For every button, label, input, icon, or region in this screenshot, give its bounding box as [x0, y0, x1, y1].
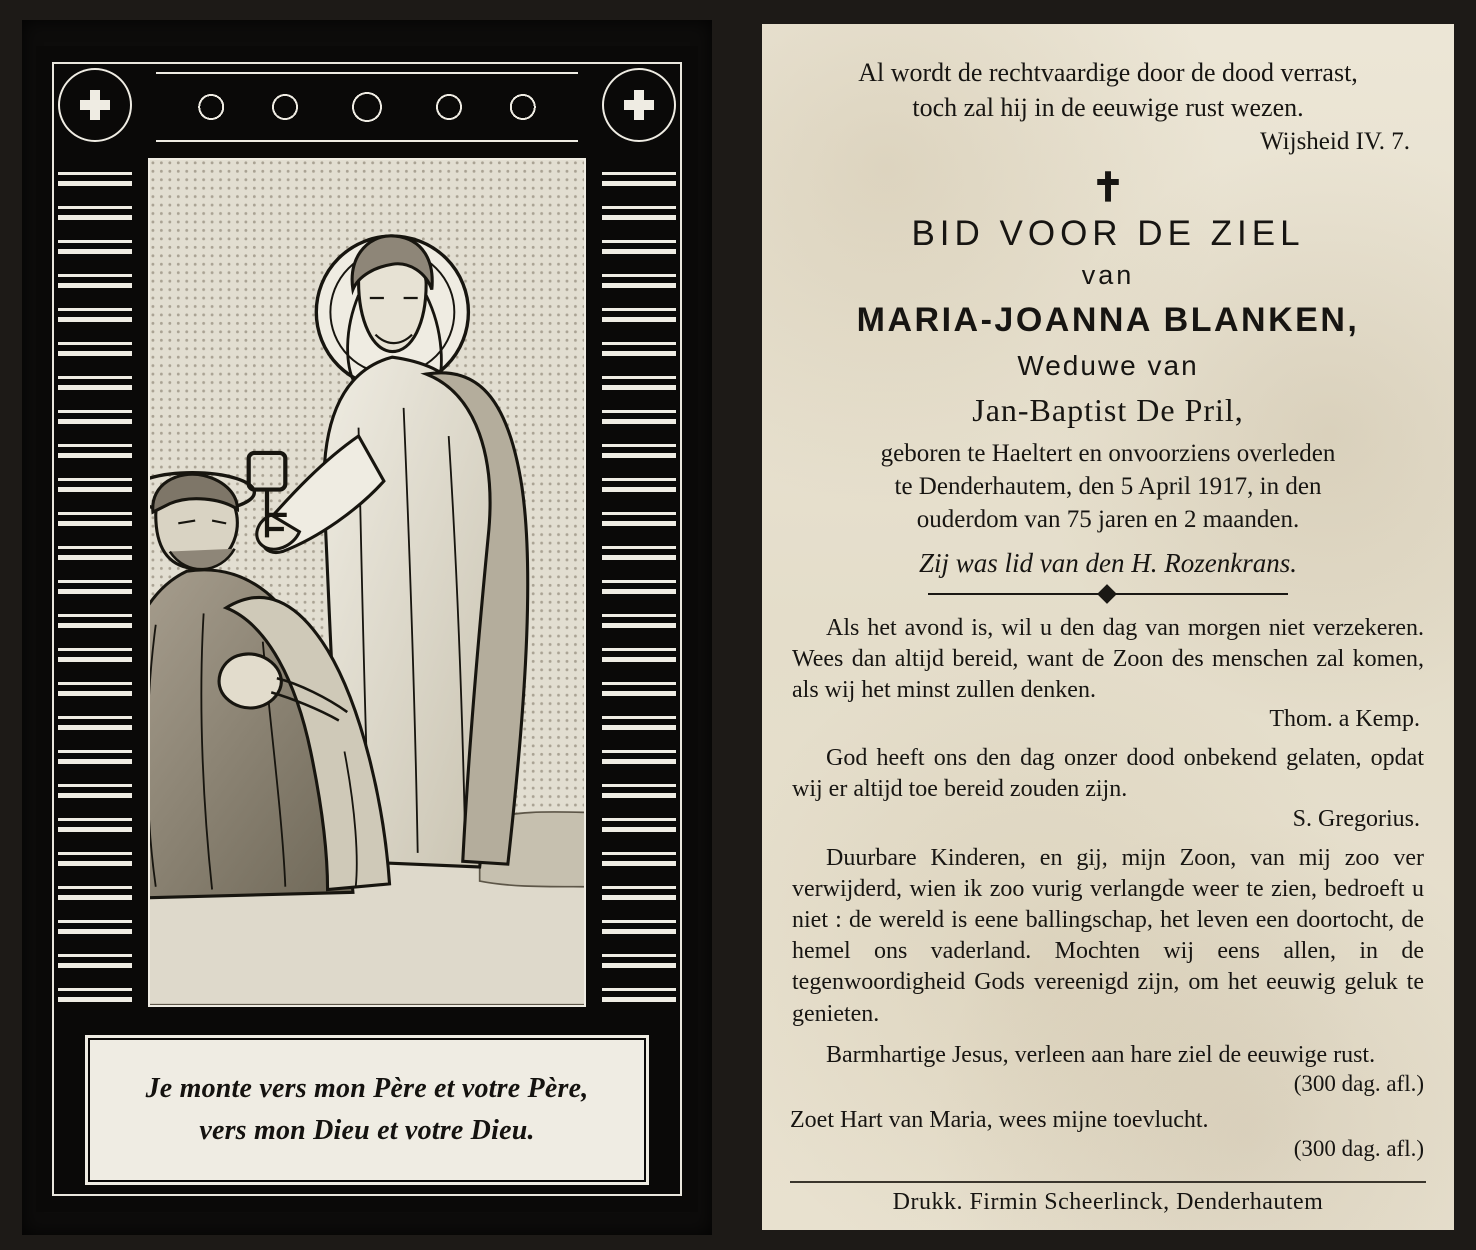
attribution-1: Thom. a Kemp.	[1269, 706, 1420, 733]
membership-line: Zij was lid van den H. Rozenkrans.	[919, 547, 1297, 578]
cross-icon: ✝	[1091, 164, 1125, 210]
paragraph-3: Duurbare Kinderen, en gij, mijn Zoon, van mij zoo ver verwijderd, wien ik zoo vurig verlangde weer te zien, bedroeft u niet : de wereld is eene ballingschap, het leven een doortocht, de hemel ons vaderland. Mochten wij eens allen, in de tegenwoordigheid Gods vereenigd zijn, om het eeuwig geluk te genieten.	[792, 844, 1424, 1027]
indulgence-1: (300 dag. afl.)	[1293, 1070, 1424, 1096]
caption-box	[82, 1032, 652, 1188]
bio-line-2: te Denderhautem, den 5 April 1917, in den	[894, 472, 1322, 500]
prayer-1: Barmhartige Jesus, verleen aan hare ziel de eeuwige rust.	[826, 1041, 1376, 1068]
paragraph-2: God heeft ons den dag onzer dood onbekend gelaten, opdat wij er altijd toe bereid zouden zijn.	[792, 745, 1424, 803]
paragraph-1: Als het avond is, wil u den dag van morgen niet verzekeren. Wees dan altijd bereid, want de Zoon des menschen zal komen, als wij het minst zullen denken.	[792, 614, 1424, 704]
prayer-2: Zoet Hart van Maria, wees mijne toevlucht.	[790, 1106, 1209, 1133]
ornamental-divider	[928, 585, 1288, 603]
rosette-top-right-icon	[602, 68, 676, 142]
text-panel	[762, 24, 1454, 1230]
scripture-verse	[796, 56, 1420, 126]
christ-and-peter-illustration	[150, 160, 584, 1005]
caption-line-2: vers mon Dieu et votre Dieu.	[199, 1115, 535, 1146]
ornamental-band-right	[602, 166, 676, 1002]
attribution-2: S. Gregorius.	[1292, 805, 1420, 832]
illustration-panel	[22, 20, 712, 1235]
rosette-top-left-icon	[58, 68, 132, 142]
deceased-name: MARIA-JOANNA BLANKEN,	[856, 300, 1360, 339]
verse-line-2: toch zal hij in de eeuwige rust wezen.	[912, 92, 1304, 122]
verse-reference: Wijsheid IV. 7.	[1260, 127, 1410, 155]
engraving-image	[148, 158, 586, 1007]
spouse-name: Jan-Baptist De Pril,	[972, 391, 1244, 428]
ornamental-vine-top	[156, 72, 578, 142]
page-title: BID VOOR DE ZIEL	[911, 213, 1305, 253]
illustration-inner-frame	[36, 46, 698, 1212]
bio-line-1: geboren te Haeltert en onvoorziens overleden	[880, 439, 1336, 467]
printer-credit: Drukk. Firmin Scheerlinck, Denderhautem	[790, 1181, 1426, 1216]
ornamental-band-left	[58, 166, 132, 1002]
verse-line-1: Al wordt de rechtvaardige door de dood verrast,	[858, 58, 1358, 87]
indulgence-2: (300 dag. afl.)	[1293, 1136, 1424, 1162]
widow-label: Weduwe van	[1017, 349, 1199, 381]
biography-block	[792, 437, 1424, 536]
caption-line-1: Je monte vers mon Père et votre Père,	[145, 1073, 589, 1104]
van-label: van	[1081, 259, 1135, 290]
bio-line-3: ouderdom van 75 jaren en 2 maanden.	[916, 505, 1300, 533]
